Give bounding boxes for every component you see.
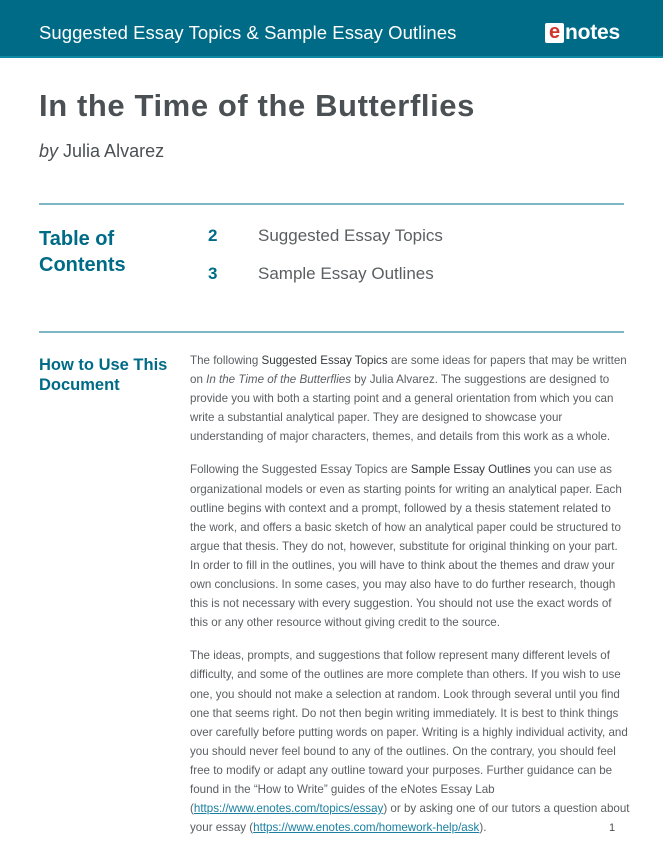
toc-item-sample-essay-outlines[interactable] (208, 264, 434, 284)
enotes-logo-icon (545, 21, 620, 45)
header-title: Suggested Essay Topics & Sample Essay Outlines (39, 22, 457, 43)
logo-mark: e (545, 23, 564, 43)
text: The following (190, 354, 262, 367)
how-to-use-heading: How to Use This Document (39, 356, 168, 394)
toc-page-number: 3 (208, 264, 218, 283)
logo-text: notes (565, 21, 621, 44)
essay-lab-link[interactable]: https://www.enotes.com/topics/essay (193, 802, 384, 816)
toc-heading: Table of Contents (39, 228, 126, 276)
paragraph-1 (190, 351, 630, 446)
homework-help-link[interactable]: https://www.enotes.com/homework-help/ask (253, 821, 480, 835)
emphasis-suggested-topics: Suggested Essay Topics (261, 354, 388, 367)
divider (39, 331, 624, 333)
paragraph-3 (190, 646, 630, 837)
document-title: In the Time of the Butterflies (39, 88, 475, 123)
author-name: Julia Alvarez (63, 141, 165, 161)
text: ) or by asking one of our tutors a question about your essay ( (190, 802, 630, 835)
how-to-use-body (190, 351, 630, 851)
toc-item-label: Suggested Essay Topics (258, 226, 443, 245)
paragraph-2 (190, 460, 630, 632)
toc-item-suggested-essay-topics[interactable] (208, 226, 443, 246)
toc-item-label: Sample Essay Outlines (258, 264, 434, 283)
divider (39, 203, 624, 205)
page-number: 1 (609, 822, 616, 834)
document-byline (39, 141, 164, 162)
emphasis-sample-outlines: Sample Essay Outlines (410, 463, 531, 477)
byline-prefix: by (39, 141, 59, 161)
text: are some ideas for papers that may be written on (190, 354, 627, 387)
text: ). (479, 821, 487, 835)
toc-page-number: 2 (208, 226, 218, 245)
text: Following the Suggested Essay Topics are (190, 463, 411, 477)
text: The ideas, prompts, and suggestions that follow represent many different levels of difficulty, and some of the outlines are more complete than others. If you wish to use one, you should not make a selection at random. Look through several until you find one that seems right. Do not then begin writing immediately. It is best to think things over carefully before putting words on paper. Writing is a highly individual activity, and you should never feel bound to any of the outlines. On the contrary, you should feel free to modify or adapt any outline toward your purposes. Further guidance can be found in the “How to Write” guides of the eNotes Essay Lab ( (190, 649, 628, 816)
text: you can use as organizational models or even as starting points for writing an analytical paper. Each outline begins with context and a prompt, followed by a thesis statement related to the work, and offers a basic sketch of how an analytical paper could be structured to argue that thesis. They do not, however, substitute for original thinking on your part. In order to fill in the outlines, you will have to think about the themes and draw your own conclusions. In some cases, you may also have to do further research, though this is not necessary with every suggestion. You should not use the exact words of this or any other resource without giving credit to the source. (190, 463, 622, 630)
text: by Julia Alvarez. The suggestions are designed to provide you with both a starting point and a general orientation from which you can write a substantial analytical paper. They are designed to showcase your understanding of major characters, themes, and details from this work as a whole. (190, 373, 614, 444)
book-title-italic: In the Time of the Butterflies (206, 373, 352, 387)
header-bar (0, 0, 663, 58)
